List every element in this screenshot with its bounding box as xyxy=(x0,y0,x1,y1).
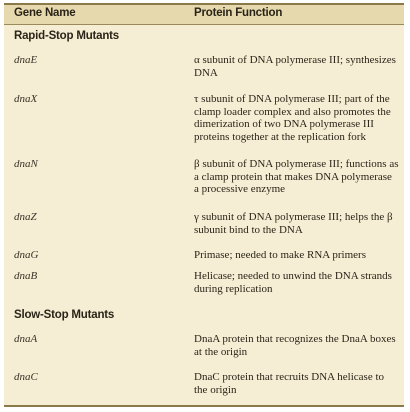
gene-name-cell: dnaN xyxy=(14,158,38,170)
function-cell: Primase; needed to make RNA primers xyxy=(194,249,366,261)
gene-name-cell: dnaE xyxy=(14,54,38,66)
header-protein-function: Protein Function xyxy=(194,7,283,19)
gene-name-cell: dnaX xyxy=(14,93,38,105)
table-header xyxy=(4,5,404,25)
gene-name-cell: dnaG xyxy=(14,249,39,261)
function-cell: α subunit of DNA polymerase III; synthesizes DNA xyxy=(194,54,396,79)
function-cell: γ subunit of DNA polymerase III; helps the β subunit bind to the DNA xyxy=(194,211,393,236)
function-cell: DnaA protein that recognizes the DnaA boxes at the origin xyxy=(194,333,396,358)
function-cell: DnaC protein that recruits DNA helicase to the origin xyxy=(194,371,385,396)
gene-name-cell: dnaB xyxy=(14,270,38,282)
section-title-rapid-stop: Rapid-Stop Mutants xyxy=(14,30,119,42)
header-gene-name: Gene Name xyxy=(14,7,76,19)
function-cell: τ subunit of DNA polymerase III; part of the clamp loader complex and also promotes the dimerization of two DNA polymerase III proteins together at the replication fork xyxy=(194,93,391,143)
gene-table xyxy=(4,3,404,407)
gene-name-cell: dnaC xyxy=(14,371,38,383)
section-title-slow-stop: Slow-Stop Mutants xyxy=(14,309,115,321)
function-cell: β subunit of DNA polymerase III; functions as a clamp protein that makes DNA polymerase a processive enzyme xyxy=(194,158,399,195)
gene-name-cell: dnaZ xyxy=(14,211,37,223)
function-cell: Helicase; needed to unwind the DNA strands during replication xyxy=(194,270,392,295)
gene-name-cell: dnaA xyxy=(14,333,38,345)
